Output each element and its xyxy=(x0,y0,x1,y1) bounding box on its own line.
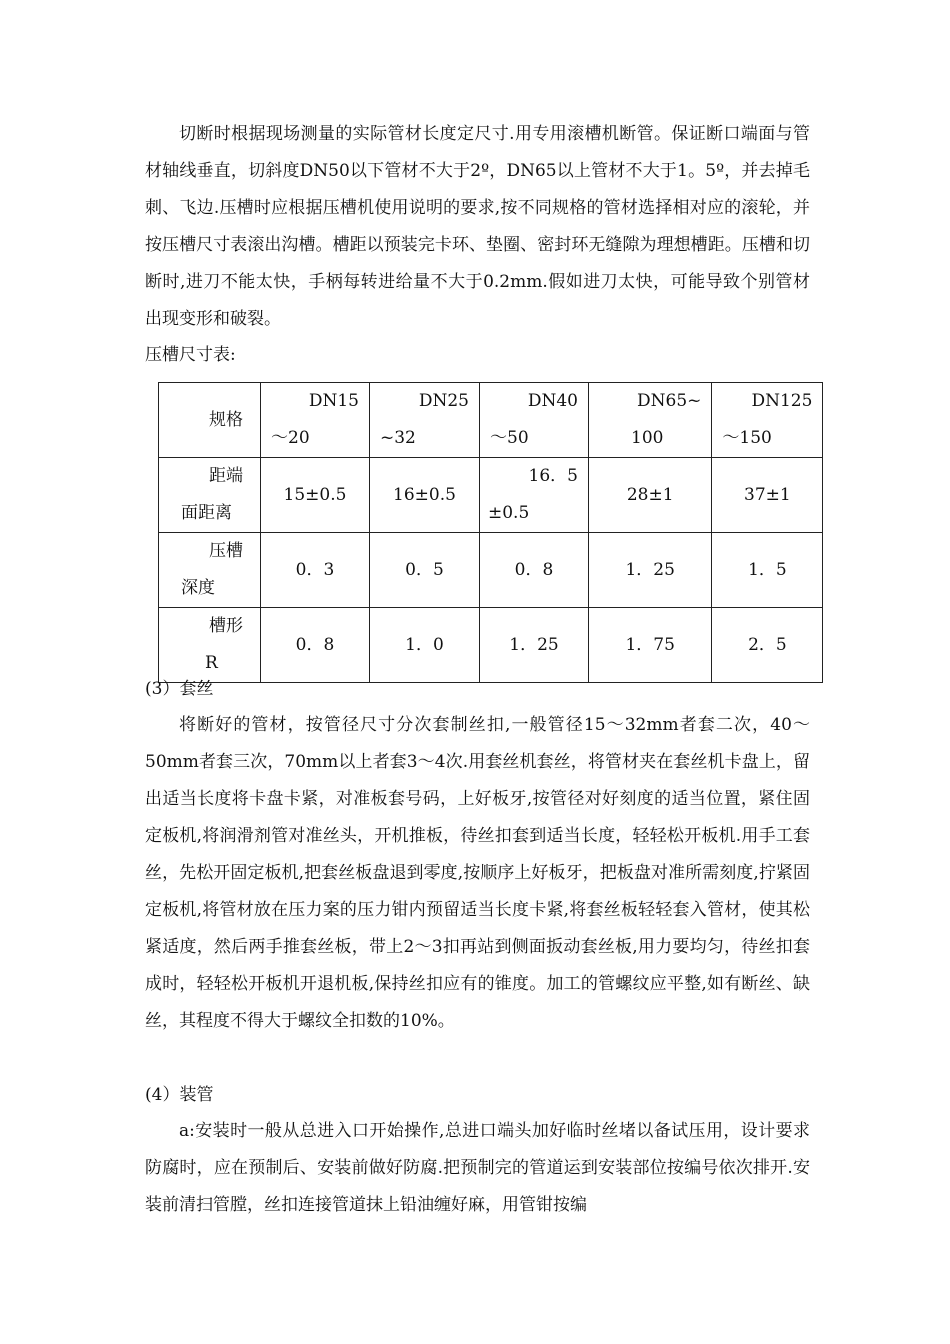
table-cell: 1．0 xyxy=(370,608,480,683)
section-heading: (4）装管 xyxy=(145,1085,214,1105)
table-cell: 2．5 xyxy=(712,608,823,683)
table-cell: DN40 ～50 xyxy=(480,383,589,458)
section-paragraph: 将断好的管材，按管径尺寸分次套制丝扣,一般管径15～32mm者套二次，40～50mm者套三次，70mm以上者套3～4次.用套丝机套丝，将管材夹在套丝机卡盘上，留出适当长度将卡盘卡紧，对准板套号码，上好板牙,按管径对好刻度的适当位置，紧住固定板机,将润滑剂管对准丝头，开机推板，待丝扣套到适当长度，轻轻松开板机.用手工套丝，先松开固定板机,把套丝板盘退到零度,按顺序上好板牙，把板盘对准所需刻度,拧紧固定板机,将管材放在压力案的压力钳内预留适当长度卡紧,将套丝板轻轻套入管材，使其松紧适度，然后两手推套丝板，带上2～3扣再站到侧面扳动套丝板,用力要均匀，待丝扣套成时，轻轻松开板机开退机板,保持丝扣应有的锥度。加工的管螺纹应平整,如有断丝、缺丝，其程度不得大于螺纹全扣数的10%。 xyxy=(145,715,810,1031)
row-label: 槽形 R xyxy=(159,608,261,683)
table-caption: 压槽尺寸表: xyxy=(145,345,236,365)
table-cell: 37±1 xyxy=(712,458,823,533)
section-heading: (3）套丝 xyxy=(145,679,214,699)
table-cell: 1．5 xyxy=(712,533,823,608)
table-cell: DN25 ~32 xyxy=(370,383,480,458)
table-cell: 28±1 xyxy=(589,458,712,533)
table-cell: 16±0.5 xyxy=(370,458,480,533)
table-cell: 15±0.5 xyxy=(261,458,370,533)
table-cell: DN65~ 100 xyxy=(589,383,712,458)
table-cell: 0．8 xyxy=(261,608,370,683)
table-row xyxy=(159,458,823,533)
row-label: 规格 xyxy=(159,383,261,458)
table-cell: DN125 ～150 xyxy=(712,383,823,458)
table-row xyxy=(159,533,823,608)
table-cell: 1．75 xyxy=(589,608,712,683)
section-threading xyxy=(145,672,810,1040)
intro-section xyxy=(145,116,810,373)
row-label: 距端 面距离 xyxy=(159,458,261,533)
intro-paragraph: 切断时根据现场测量的实际管材长度定尺寸.用专用滚槽机断管。保证断口端面与管材轴线垂直，切斜度DN50以下管材不大于2º，DN65以上管材不大于1。5º，并去掉毛刺、飞边.压槽时应根据压槽机使用说明的要求,按不同规格的管材选择相对应的滚轮，并按压槽尺寸表滚出沟槽。槽距以预装完卡环、垫圈、密封环无缝隙为理想槽距。压槽和切断时,进刀不能太快，手柄每转进给量不大于0.2mm.假如进刀太快，可能导致个别管材出现变形和破裂。 xyxy=(145,124,810,329)
section-paragraph: a:安装时一般从总进入口开始操作,总进口端头加好临时丝堵以备试压用，设计要求防腐时，应在预制后、安装前做好防腐.把预制完的管道运到安装部位按编号依次排开.安装前清扫管膛，丝扣连接管道抹上铅油缠好麻，用管钳按编 xyxy=(145,1121,810,1215)
table-cell: 0．3 xyxy=(261,533,370,608)
section-pipe-install xyxy=(145,1078,810,1224)
table-cell: 0．8 xyxy=(480,533,589,608)
table-cell: 1．25 xyxy=(589,533,712,608)
row-label: 压槽 深度 xyxy=(159,533,261,608)
table-cell: 16．5 ±0.5 xyxy=(480,458,589,533)
table-cell: 0．5 xyxy=(370,533,480,608)
table-row xyxy=(159,383,823,458)
groove-dimension-table xyxy=(158,382,823,683)
table-cell: 1．25 xyxy=(480,608,589,683)
table-cell: DN15 ～20 xyxy=(261,383,370,458)
